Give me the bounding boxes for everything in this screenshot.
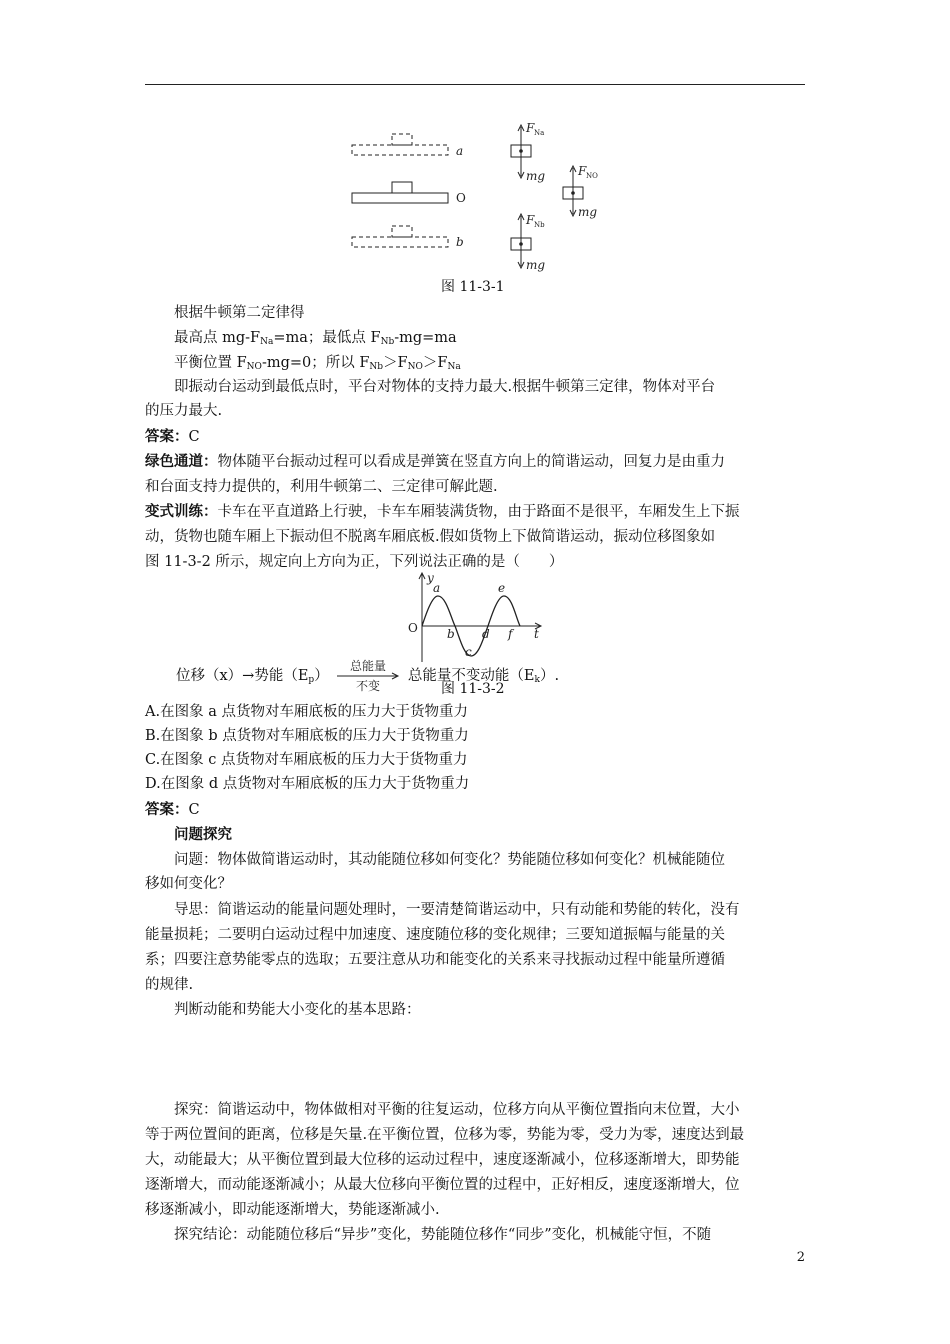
point-f-label: f xyxy=(508,627,513,641)
explore-conclusion: 探究结论：动能随位移后“异步”变化，势能随位移作“同步”变化，机械能守恒，不随 xyxy=(174,1227,712,1243)
green-channel-2: 和台面支持力提供的，利用牛顿第二、三定律可解此题. xyxy=(145,479,498,495)
option-a: A.在图象 a 点货物对车厢底板的压力大于货物重力 xyxy=(145,704,468,720)
figure-2-caption: 图 11-3-2 xyxy=(441,681,505,697)
label-fna: F xyxy=(526,121,535,135)
label-a: a xyxy=(456,144,464,158)
point-e-label: e xyxy=(498,581,506,595)
label-o: O xyxy=(456,191,466,205)
guide-1: 导思：简谐运动的能量问题处理时，一要清楚简谐运动中，只有动能和势能的转化，没有 xyxy=(174,902,740,918)
explore-5: 移逐渐减小，即动能逐渐增大，势能逐渐减小. xyxy=(145,1202,440,1218)
figure-11-3-2 xyxy=(400,570,550,666)
answer-2: 答案：C xyxy=(145,801,200,818)
point-b-label: b xyxy=(447,627,455,641)
explore-4: 逐渐增大，而动能逐渐减小；从最大位移向平衡位置的过程中，正好相反，速度逐渐增大，位 xyxy=(145,1177,740,1193)
green-channel-1: 绿色通道：物体随平台振动过程可以看成是弹簧在竖直方向上的简谐运动，回复力是由重力 xyxy=(145,453,725,470)
paragraph-conclusion-1: 即振动台运动到最低点时，平台对物体的支持力最大.根据牛顿第三定律，物体对平台 xyxy=(174,379,716,395)
paragraph-newton2: 根据牛顿第二定律得 xyxy=(174,305,305,321)
point-a-label: a xyxy=(433,581,441,595)
explore-2: 等于两位置间的距离，位移是矢量.在平衡位置，位移为零，势能为零，受力为零，速度达到最 xyxy=(145,1127,745,1143)
axis-y-label: y xyxy=(427,571,434,585)
platform-o xyxy=(352,193,448,203)
svg-text:NO: NO xyxy=(586,172,598,180)
origin-label: O xyxy=(408,621,418,635)
block-b xyxy=(392,226,412,237)
figure-11-3-1 xyxy=(340,118,630,278)
svg-text:Na: Na xyxy=(534,129,545,137)
guide-3: 系；四要注意势能零点的选取；五要注意从功和能变化的关系来寻找振动过程中能量所遵循 xyxy=(145,952,725,968)
variant-3: 图 11-3-2 所示，规定向上方向为正，下列说法正确的是（ ） xyxy=(145,554,564,570)
label-mg-a: mg xyxy=(526,169,546,183)
paragraph-conclusion-2: 的压力最大. xyxy=(145,403,223,419)
question-1: 问题：物体做简谐运动时，其动能随位移如何变化？势能随位移如何变化？机械能随位 xyxy=(174,852,725,868)
equation-extremes: 最高点 $mg-F_{Na}=ma$；最低点 $F_{Nb}-mg=ma$ xyxy=(174,330,457,347)
label-mg-b: mg xyxy=(526,258,546,272)
axis-t-label: t xyxy=(534,627,539,641)
guide-2: 能量损耗；二要明白运动过程中加速度、速度随位移的变化规律；三要知道振幅与能量的关 xyxy=(145,927,725,943)
answer-1: 答案：C xyxy=(145,428,200,445)
equation-equilibrium: 平衡位置 $F_{NO}-mg=0$；所以 $F_{Nb}>F_{NO}>F_{Na}$ xyxy=(174,355,461,372)
variant-1: 变式训练：卡车在平直道路上行驶，卡车车厢装满货物，由于路面不是很平，车厢发生上下振 xyxy=(145,503,740,520)
svg-text:总能量: 总能量 xyxy=(350,659,387,673)
option-d: D.在图象 d 点货物对车厢底板的压力大于货物重力 xyxy=(145,776,470,792)
svg-text:Nb: Nb xyxy=(534,221,545,229)
label-b: b xyxy=(456,235,464,249)
arrow-total-energy xyxy=(335,659,401,693)
svg-text:不变: 不变 xyxy=(356,679,381,693)
platform-b xyxy=(352,237,448,247)
label-fno: F xyxy=(578,164,587,178)
option-c: C.在图象 c 点货物对车厢底板的压力大于货物重力 xyxy=(145,752,468,768)
option-b: B.在图象 b 点货物对车厢底板的压力大于货物重力 xyxy=(145,728,469,744)
block-a xyxy=(392,134,412,145)
inquiry-title: 问题探究 xyxy=(174,826,232,843)
explore-1: 探究：简谐运动中，物体做相对平衡的往复运动，位移方向从平衡位置指向末位置，大小 xyxy=(174,1102,740,1118)
point-c-label: c xyxy=(465,645,472,659)
question-2: 移如何变化？ xyxy=(145,876,232,892)
page-number: 2 xyxy=(796,1250,805,1265)
label-mg-o: mg xyxy=(578,205,598,219)
platform-a xyxy=(352,145,448,155)
label-fnb: F xyxy=(526,213,535,227)
block-o xyxy=(392,182,412,193)
variant-2: 动，货物也随车厢上下振动但不脱离车厢底板.假如货物上下做简谐运动，振动位移图象如 xyxy=(145,529,716,545)
header-rule xyxy=(145,84,805,85)
energy-flow: 位移（x）→势能$(E_p)$ 总能量 不变 总能量不变动能$(E_k)$. xyxy=(176,659,560,693)
idea-line: 判断动能和势能大小变化的基本思路： xyxy=(174,1002,421,1018)
figure-1-caption: 图 11-3-1 xyxy=(441,279,505,295)
explore-3: 大，动能最大；从平衡位置到最大位移的运动过程中，速度逐渐减小，位移逐渐增大，即势能 xyxy=(145,1152,740,1168)
point-d-label: d xyxy=(482,627,490,641)
guide-4: 的规律. xyxy=(145,977,194,993)
